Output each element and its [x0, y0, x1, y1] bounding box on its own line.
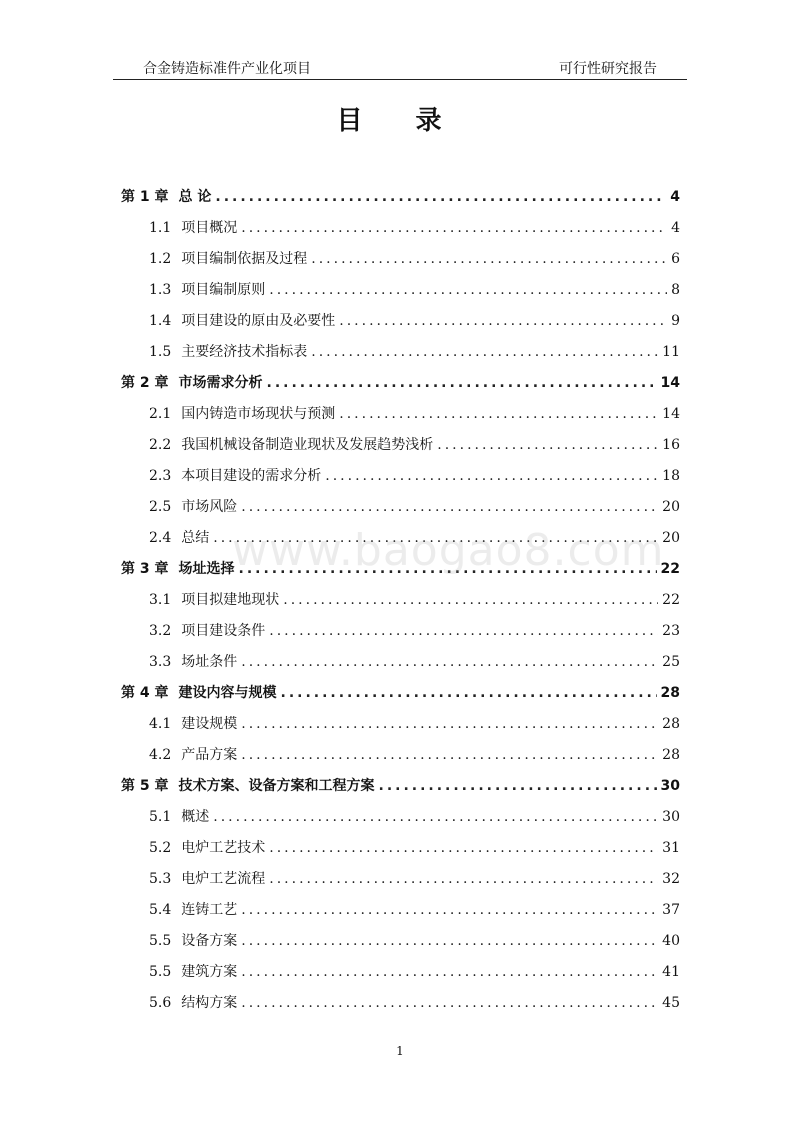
toc-entry-number: 4.2 [149, 747, 172, 763]
toc-section-entry[interactable] [121, 434, 680, 465]
toc-entry-page: 9 [671, 313, 680, 329]
toc-entry-page: 45 [662, 995, 680, 1011]
toc-section-entry[interactable] [121, 310, 680, 341]
toc-section-entry[interactable] [121, 899, 680, 930]
toc-entry-title: 场址条件 [181, 654, 238, 670]
watermark: www.baogao8.com [232, 525, 665, 576]
toc-entry-number: 1.4 [149, 313, 172, 329]
toc-entry-title: 项目编制依据及过程 [181, 251, 308, 267]
header-project-name: 合金铸造标准件产业化项目 [143, 61, 311, 77]
toc-entry-number: 2.3 [149, 468, 172, 484]
toc-entry-number: 5.5 [149, 964, 172, 980]
toc-leader-dots [241, 654, 658, 670]
toc-entry-number: 第 4 章 [121, 685, 169, 701]
toc-entry-page: 11 [662, 344, 680, 360]
toc-section-entry[interactable] [121, 620, 680, 651]
toc-entry-page: 8 [671, 282, 680, 298]
toc-entry-page: 25 [662, 654, 680, 670]
toc-chapter-entry[interactable] [121, 186, 680, 217]
toc-section-entry[interactable] [121, 651, 680, 682]
toc-entry-page: 4 [670, 189, 680, 205]
toc-entry-title: 国内铸造市场现状与预测 [181, 406, 336, 422]
toc-section-entry[interactable] [121, 961, 680, 992]
toc-entry-title: 建筑方案 [181, 964, 238, 980]
toc-entry-page: 4 [671, 220, 680, 236]
toc-entry-title: 项目拟建地现状 [181, 592, 280, 608]
toc-section-entry[interactable] [121, 589, 680, 620]
toc-section-entry[interactable] [121, 930, 680, 961]
page-number: 1 [396, 1044, 404, 1058]
header-divider [113, 79, 687, 80]
toc-section-entry[interactable] [121, 465, 680, 496]
toc-section-entry[interactable] [121, 713, 680, 744]
toc-entry-page: 16 [662, 437, 680, 453]
toc-entry-title: 市场风险 [181, 499, 238, 515]
toc-entry-title: 总结 [181, 530, 210, 546]
toc-entry-page: 20 [662, 499, 680, 515]
toc-entry-page: 40 [662, 933, 680, 949]
toc-entry-page: 31 [662, 840, 680, 856]
toc-entry-page: 30 [662, 809, 680, 825]
toc-entry-title: 市场需求分析 [178, 375, 263, 391]
toc-section-entry[interactable] [121, 868, 680, 899]
toc-leader-dots [311, 344, 658, 360]
toc-entry-title: 电炉工艺技术 [181, 840, 266, 856]
toc-leader-dots [267, 375, 657, 391]
toc-section-entry[interactable] [121, 279, 680, 310]
toc-entry-title: 本项目建设的需求分析 [181, 468, 322, 484]
toc-leader-dots [213, 809, 658, 825]
toc-leader-dots [241, 902, 658, 918]
toc-leader-dots [269, 282, 667, 298]
toc-entry-title: 建设规模 [181, 716, 238, 732]
toc-leader-dots [339, 313, 667, 329]
toc-leader-dots [241, 995, 658, 1011]
toc-entry-title: 项目编制原则 [181, 282, 266, 298]
toc-entry-page: 14 [662, 406, 680, 422]
toc-leader-dots [325, 468, 658, 484]
toc-entry-number: 2.2 [149, 437, 172, 453]
toc-entry-title: 总 论 [178, 189, 212, 205]
toc-entry-number: 第 3 章 [121, 561, 169, 577]
toc-entry-number: 2.5 [149, 499, 172, 515]
toc-section-entry[interactable] [121, 496, 680, 527]
toc-entry-number: 3.2 [149, 623, 172, 639]
toc-leader-dots [311, 251, 667, 267]
toc-entry-title: 概述 [181, 809, 210, 825]
toc-section-entry[interactable] [121, 992, 680, 1023]
toc-entry-number: 第 5 章 [121, 778, 169, 794]
toc-chapter-entry[interactable] [121, 775, 680, 806]
toc-entry-page: 30 [660, 778, 680, 794]
toc-entry-title: 连铸工艺 [181, 902, 238, 918]
toc-entry-title: 结构方案 [181, 995, 238, 1011]
toc-entry-title: 我国机械设备制造业现状及发展趋势浅析 [181, 437, 434, 453]
toc-entry-page: 28 [662, 747, 680, 763]
toc-leader-dots [269, 871, 658, 887]
toc-entry-page: 37 [662, 902, 680, 918]
toc-entry-number: 1.1 [149, 220, 172, 236]
toc-entry-number: 3.1 [149, 592, 172, 608]
toc-entry-title: 主要经济技术指标表 [181, 344, 308, 360]
toc-leader-dots [215, 189, 666, 205]
toc-entry-number: 2.1 [149, 406, 172, 422]
toc-entry-number: 1.3 [149, 282, 172, 298]
toc-entry-title: 项目建设条件 [181, 623, 266, 639]
toc-entry-title: 建设内容与规模 [178, 685, 277, 701]
toc-chapter-entry[interactable] [121, 682, 680, 713]
toc-entry-page: 20 [662, 530, 680, 546]
toc-entry-number: 第 2 章 [121, 375, 169, 391]
toc-entry-page: 32 [662, 871, 680, 887]
toc-leader-dots [437, 437, 658, 453]
toc-entry-number: 5.2 [149, 840, 172, 856]
toc-leader-dots [269, 840, 658, 856]
toc-section-entry[interactable] [121, 248, 680, 279]
toc-section-entry[interactable] [121, 403, 680, 434]
toc-entry-number: 2.4 [149, 530, 172, 546]
toc-entry-title: 设备方案 [181, 933, 238, 949]
toc-leader-dots [281, 685, 657, 701]
toc-entry-title: 项目建设的原由及必要性 [181, 313, 336, 329]
toc-entry-title: 产品方案 [181, 747, 238, 763]
toc-entry-page: 41 [662, 964, 680, 980]
toc-entry-number: 5.1 [149, 809, 172, 825]
toc-entry-number: 第 1 章 [121, 189, 169, 205]
toc-entry-number: 4.1 [149, 716, 172, 732]
toc-entry-title: 电炉工艺流程 [181, 871, 266, 887]
toc-section-entry[interactable] [121, 837, 680, 868]
toc-leader-dots [339, 406, 658, 422]
toc-leader-dots [241, 964, 658, 980]
toc-entry-number: 1.5 [149, 344, 172, 360]
toc-entry-title: 项目概况 [181, 220, 238, 236]
running-header [113, 58, 687, 80]
toc-entry-page: 22 [660, 561, 680, 577]
toc-section-entry[interactable] [121, 217, 680, 248]
page-title: 目 录 [336, 106, 464, 136]
toc-leader-dots [379, 778, 657, 794]
toc-leader-dots [241, 220, 667, 236]
toc-entry-page: 23 [662, 623, 680, 639]
toc-entry-page: 18 [662, 468, 680, 484]
toc-leader-dots [241, 499, 658, 515]
toc-entry-number: 3.3 [149, 654, 172, 670]
toc-leader-dots [241, 747, 658, 763]
toc-entry-page: 22 [662, 592, 680, 608]
toc-leader-dots [283, 592, 658, 608]
toc-entry-number: 5.5 [149, 933, 172, 949]
toc-entry-title: 场址选择 [178, 561, 235, 577]
toc-leader-dots [241, 716, 658, 732]
toc-section-entry[interactable] [121, 744, 680, 775]
toc-section-entry[interactable] [121, 806, 680, 837]
toc-entry-title: 技术方案、设备方案和工程方案 [178, 778, 375, 794]
toc-entry-page: 28 [662, 716, 680, 732]
header-document-type: 可行性研究报告 [559, 61, 657, 77]
toc-entry-page: 28 [660, 685, 680, 701]
toc-entry-number: 1.2 [149, 251, 172, 267]
toc-leader-dots [241, 933, 658, 949]
toc-entry-number: 5.4 [149, 902, 172, 918]
toc-entry-page: 14 [660, 375, 680, 391]
toc-entry-number: 5.3 [149, 871, 172, 887]
toc-entry-page: 6 [671, 251, 680, 267]
toc-leader-dots [269, 623, 658, 639]
table-of-contents [121, 186, 680, 1023]
toc-entry-number: 5.6 [149, 995, 172, 1011]
toc-chapter-entry[interactable] [121, 372, 680, 403]
toc-section-entry[interactable] [121, 341, 680, 372]
